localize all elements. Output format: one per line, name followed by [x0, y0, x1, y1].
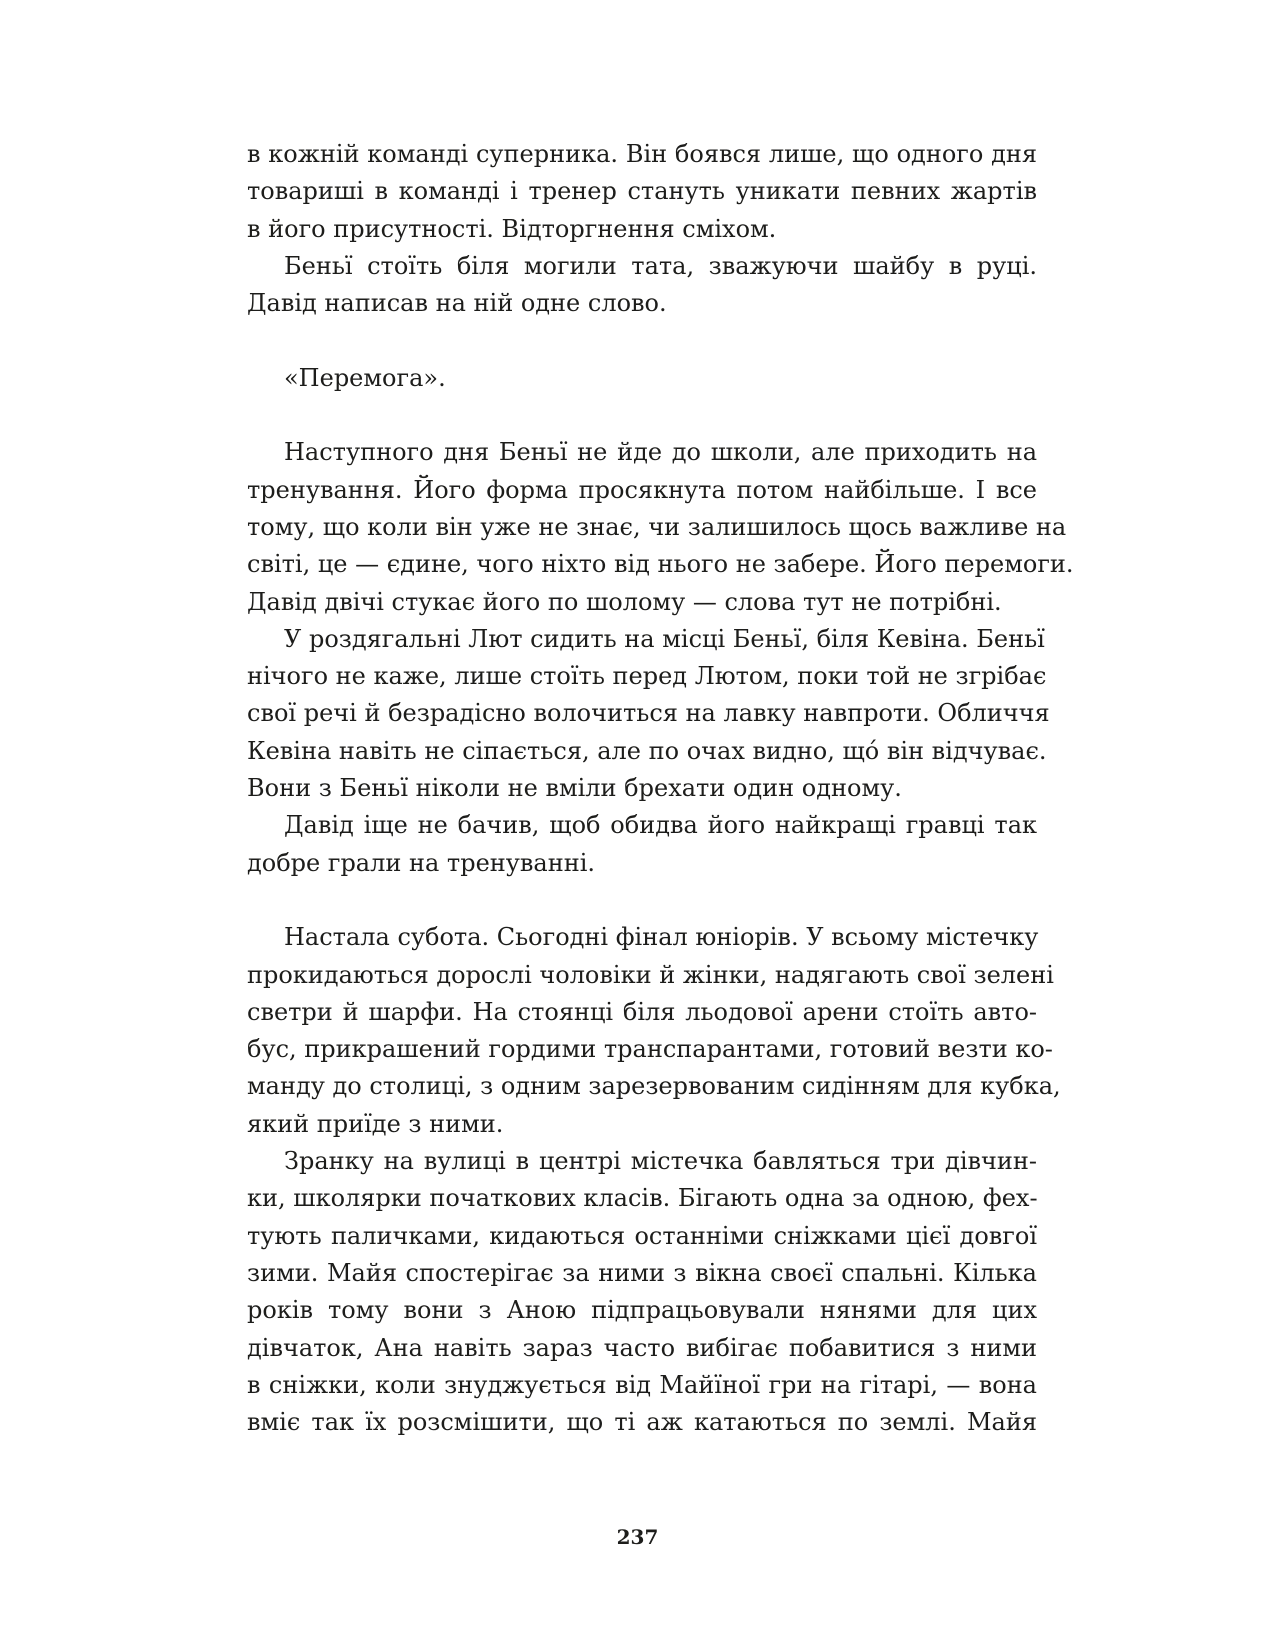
text-line: «Перемога».: [284, 363, 446, 392]
text-line: Беньї стоїть біля могили тата, зважуючи шайбу в руці.: [284, 251, 1037, 280]
page-number: 237: [616, 1525, 659, 1549]
text-line: в його присутності. Відторгнення сміхом.: [247, 214, 777, 243]
paragraph: [247, 919, 1061, 1143]
text-line: який приїде з ними.: [247, 1109, 504, 1138]
text-line: зими. Майя спостерігає за ними з вікна своєї спальні. Кілька: [247, 1258, 1037, 1287]
text-line: Вони з Беньї ніколи не вміли брехати один одному.: [247, 774, 902, 803]
text-line: свої речі й безрадісно волочиться на лавку навпроти. Обличчя: [247, 699, 1050, 728]
text-line: товариші в команді і тренер стануть уникати певних жартів: [247, 177, 1037, 206]
text-line: Наступного дня Беньї не йде до школи, але приходить на: [284, 438, 1037, 467]
text-line: Зранку на вулиці в центрі містечка бавляться три дівчин-: [284, 1147, 1037, 1176]
text-line: тому, що коли він уже не знає, чи залишилось щось важливе на: [247, 512, 1067, 541]
text-line: светри й шарфи. На стоянці біля льодової арени стоїть авто-: [247, 997, 1037, 1026]
paragraph: [247, 1143, 1037, 1441]
text-line: Давід іще не бачив, щоб обидва його найкращі гравці так: [284, 811, 1037, 840]
text-line: добре грали на тренуванні.: [247, 848, 595, 877]
text-line: в сніжки, коли знуджується від Майїної гри на гітарі, — вона: [247, 1370, 1037, 1399]
text-line: вміє так їх розсмішити, що ті аж катаються по землі. Майя: [247, 1408, 1037, 1437]
text-line: Настала субота. Сьогодні фінал юніорів. У всьому містечку: [284, 923, 1039, 952]
text-line: Кевіна навіть не сіпається, але по очах видно, щó він відчуває.: [247, 736, 1047, 765]
text-line: ки, школярки початкових класів. Бігають одна за одною, фех-: [247, 1184, 1038, 1213]
text-line: У роздягальні Лют сидить на місці Беньї, біля Кевіна. Беньї: [284, 624, 1045, 653]
text-line: манду до столиці, з одним зарезервованим сидінням для кубка,: [247, 1072, 1061, 1101]
text-line: тують паличками, кидаються останніми сніжками цієї довгої: [247, 1221, 1037, 1250]
section-gap: [247, 882, 1037, 919]
text-line: Давід написав на ній одне слово.: [247, 289, 667, 318]
section-gap: [247, 322, 1037, 359]
text-line: в кожній команді суперника. Він боявся лише, що одного дня: [247, 140, 1037, 168]
paragraph: [247, 807, 1037, 882]
body-text: [247, 136, 1074, 1441]
text-line: тренування. Його форма просякнута потом найбільше. І все: [247, 475, 1037, 504]
paragraph: [247, 360, 1037, 397]
text-line: прокидаються дорослі чоловіки й жінки, надягають свої зелені: [247, 960, 1054, 989]
paragraph: [247, 136, 1037, 248]
section-gap: [247, 397, 1037, 434]
text-line: Давід двічі стукає його по шолому — слова тут не потрібні.: [247, 587, 1002, 616]
text-line: світі, це — єдине, чого ніхто від нього не забере. Його перемоги.: [247, 550, 1074, 579]
paragraph: [247, 434, 1074, 620]
text-line: дівчаток, Ана навіть зараз часто вибігає побавитися з ними: [247, 1333, 1037, 1362]
paragraph: [247, 621, 1050, 807]
text-line: бус, прикрашений гордими транспарантами, готовий везти ко-: [247, 1035, 1053, 1064]
text-line: років тому вони з Аною підпрацьовували нянями для цих: [247, 1296, 1037, 1325]
text-line: нічого не каже, лише стоїть перед Лютом, поки той не згрібає: [247, 662, 1047, 691]
paragraph: [247, 248, 1037, 323]
